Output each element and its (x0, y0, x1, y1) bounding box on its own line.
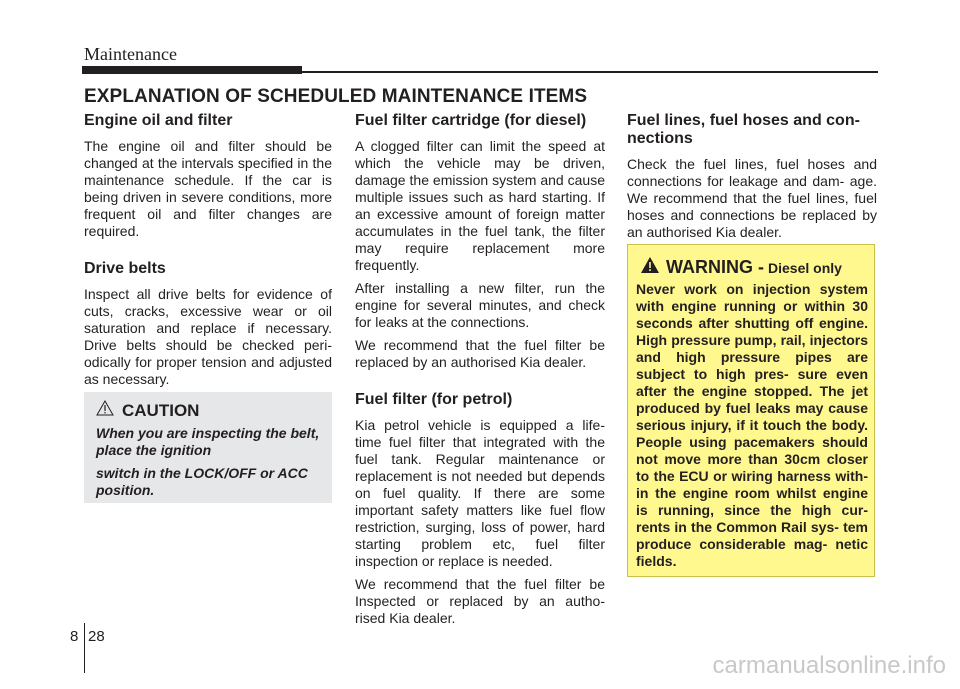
drive-belts-heading: Drive belts (84, 260, 166, 277)
caution-body (96, 425, 324, 499)
warning-subtitle: Diesel only (768, 259, 842, 276)
diesel-filter-text-1: A clogged filter can limit the speed at which the vehicle may be driven, damage the emission system and cause multiple issues such as hard starting. If an excessive amount of foreign matter accumulates in the fuel tank, the filter may require replacement more frequently. (355, 138, 605, 273)
caution-line-2: switch in the LOCK/OFF or ACC position. (96, 465, 308, 498)
warning-box (627, 244, 875, 577)
warning-title: WARNING - (666, 257, 764, 277)
petrol-filter-text-1: Kia petrol vehicle is equipped a life- time fuel filter that integrated with the fuel tank. Regular maintenance or replacement is not needed but depends on fuel quality. If there are some important safety matters like fuel flow restriction, surging, loss of power, hard starting problem etc, fuel filter inspection or replace is needed. (355, 417, 605, 569)
running-header: Maintenance (84, 44, 177, 64)
engine-oil-heading: Engine oil and filter (84, 112, 233, 129)
caution-title: CAUTION (122, 400, 200, 420)
warning-triangle-filled-icon (640, 256, 660, 279)
warning-triangle-outline-icon (96, 400, 114, 421)
chapter-number: 8 (70, 628, 79, 645)
fuel-lines-heading: Fuel lines, fuel hoses and con- nections (627, 112, 860, 147)
section-title: EXPLANATION OF SCHEDULED MAINTENANCE ITEMS (84, 86, 588, 107)
column-middle (355, 112, 605, 627)
watermark: carmanualsonline.info (712, 652, 946, 679)
caution-line-1: When you are inspecting the belt, place the ignition (96, 425, 320, 458)
fuel-lines-text: Check the fuel lines, fuel hoses and connections for leakage and dam- age. We recommend that the fuel lines, fuel hoses and connections be replaced by an authorised Kia dealer. (627, 156, 877, 240)
caution-header (96, 400, 199, 421)
caution-box (84, 392, 332, 503)
warning-header (640, 256, 842, 279)
diesel-filter-heading: Fuel filter cartridge (for diesel) (355, 112, 587, 129)
column-right (627, 112, 877, 241)
page-number: 28 (88, 628, 105, 645)
warning-body: Never work on injection system with engine running or within 30 seconds after shutting off engine. High pressure pump, rail, injectors and high pressure pipes are subject to high pres- sure even after the engine stopped. The jet produced by fuel leaks may cause serious injury, if it touch the body. People using pacemakers should not move more than 30cm closer to the ECU or wiring harness with- in the engine room whilst engine is running, since the high cur- rents in the Common Rail sys- tem produce considerable mag- netic fields. (636, 281, 868, 569)
engine-oil-text: The engine oil and filter should be changed at the intervals specified in the maintenance schedule. If the car is being driven in severe conditions, more frequent oil and filter changes are required. (84, 138, 332, 239)
footer-divider (84, 623, 85, 673)
petrol-filter-heading: Fuel filter (for petrol) (355, 391, 513, 408)
header-rule-accent (82, 66, 302, 74)
diesel-filter-text-3: We recommend that the fuel filter be replaced by an authorised Kia dealer. (355, 337, 605, 370)
diesel-filter-text-2: After installing a new filter, run the engine for several minutes, and check for leaks at the connections. (355, 280, 605, 330)
petrol-filter-text-2: We recommend that the fuel filter be Inspected or replaced by an autho- rised Kia dealer. (355, 576, 605, 626)
column-left (84, 112, 332, 388)
drive-belts-text: Inspect all drive belts for evidence of cuts, cracks, excessive wear or oil saturation and replace if necessary. Drive belts should be checked peri- odically for proper tension and adjusted as necessary. (84, 286, 332, 387)
